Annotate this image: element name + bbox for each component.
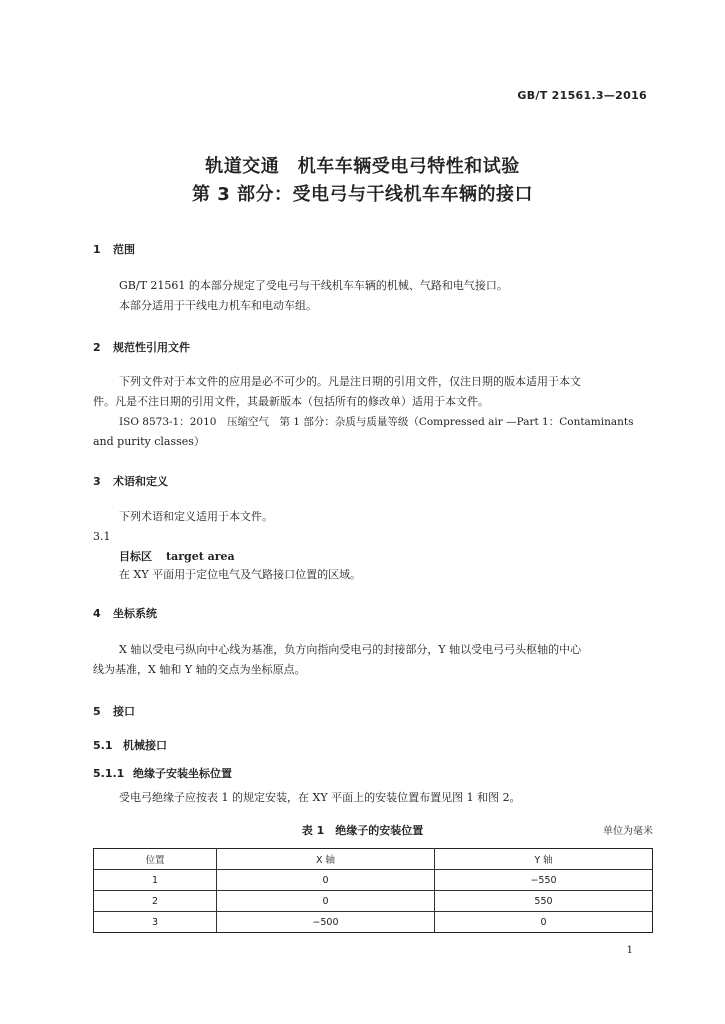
table-cell: 3 xyxy=(94,912,217,933)
table-row xyxy=(94,870,653,891)
table-cell: 0 xyxy=(434,912,652,933)
table-caption: 表 1 绝缘子的安装位置 xyxy=(301,824,424,837)
table-header-row xyxy=(94,849,653,870)
table-cell: −550 xyxy=(434,870,652,891)
table-cell: 1 xyxy=(94,870,217,891)
table-header-position: 位置 xyxy=(94,849,217,870)
section-2-heading: 2 规范性引用文件 xyxy=(93,341,190,354)
section-2-para-line-2: 件。凡是不注日期的引用文件，其最新版本（包括所有的修改单）适用于本文件。 xyxy=(93,395,489,408)
section-3-heading: 3 术语和定义 xyxy=(93,475,168,488)
insulator-position-table xyxy=(93,848,653,933)
doc-title-line1: 轨道交通 机车车辆受电弓特性和试验 xyxy=(205,156,520,177)
table-header-x: X 轴 xyxy=(216,849,434,870)
table-cell: −500 xyxy=(216,912,434,933)
term-target-area: 目标区 target area xyxy=(119,550,235,563)
standard-code: GB/T 21561.3—2016 xyxy=(517,89,647,102)
clause-5-1-1-heading: 5.1.1 绝缘子安装坐标位置 xyxy=(93,767,232,780)
section-5-heading: 5 接口 xyxy=(93,705,135,718)
page-number: 1 xyxy=(626,945,633,956)
section-4-para-line-1: X 轴以受电弓纵向中心线为基准，负方向指向受电弓的封接部分，Y 轴以受电弓弓头枢轴的中心 xyxy=(119,643,582,656)
table-row xyxy=(94,912,653,933)
section-3-para: 下列术语和定义适用于本文件。 xyxy=(119,510,273,523)
normative-reference-line-1: ISO 8573-1：2010 压缩空气 第 1 部分：杂质与质量等级（Compressed air —Part 1：Contaminants xyxy=(119,416,634,428)
section-2-para-line-1: 下列文件对于本文件的应用是必不可少的。凡是注日期的引用文件，仅注日期的版本适用于本文 xyxy=(119,375,581,388)
clause-5-1-1-para: 受电弓绝缘子应按表 1 的规定安装，在 XY 平面上的安装位置布置见图 1 和图 2。 xyxy=(119,791,521,804)
section-1-para-2: 本部分适用于干线电力机车和电动车组。 xyxy=(119,299,317,312)
clause-5-1-heading: 5.1 机械接口 xyxy=(93,739,167,752)
normative-reference-line-2: and purity classes） xyxy=(93,435,205,448)
table-header-y: Y 轴 xyxy=(434,849,652,870)
term-definition: 在 XY 平面用于定位电气及气路接口位置的区域。 xyxy=(119,568,362,581)
section-1-para-1: GB/T 21561 的本部分规定了受电弓与干线机车车辆的机械、气路和电气接口。 xyxy=(119,279,508,292)
table-cell: 0 xyxy=(216,891,434,912)
section-4-heading: 4 坐标系统 xyxy=(93,607,157,620)
section-4-para-line-2: 线为基准，X 轴和 Y 轴的交点为坐标原点。 xyxy=(93,663,306,676)
section-1-heading: 1 范围 xyxy=(93,243,135,256)
table-cell: 550 xyxy=(434,891,652,912)
doc-title-line2: 第 3 部分：受电弓与干线机车车辆的接口 xyxy=(191,184,534,205)
clause-3-1-number: 3.1 xyxy=(93,530,111,543)
table-row xyxy=(94,891,653,912)
table-unit: 单位为毫米 xyxy=(603,826,653,837)
table-cell: 0 xyxy=(216,870,434,891)
table-cell: 2 xyxy=(94,891,217,912)
